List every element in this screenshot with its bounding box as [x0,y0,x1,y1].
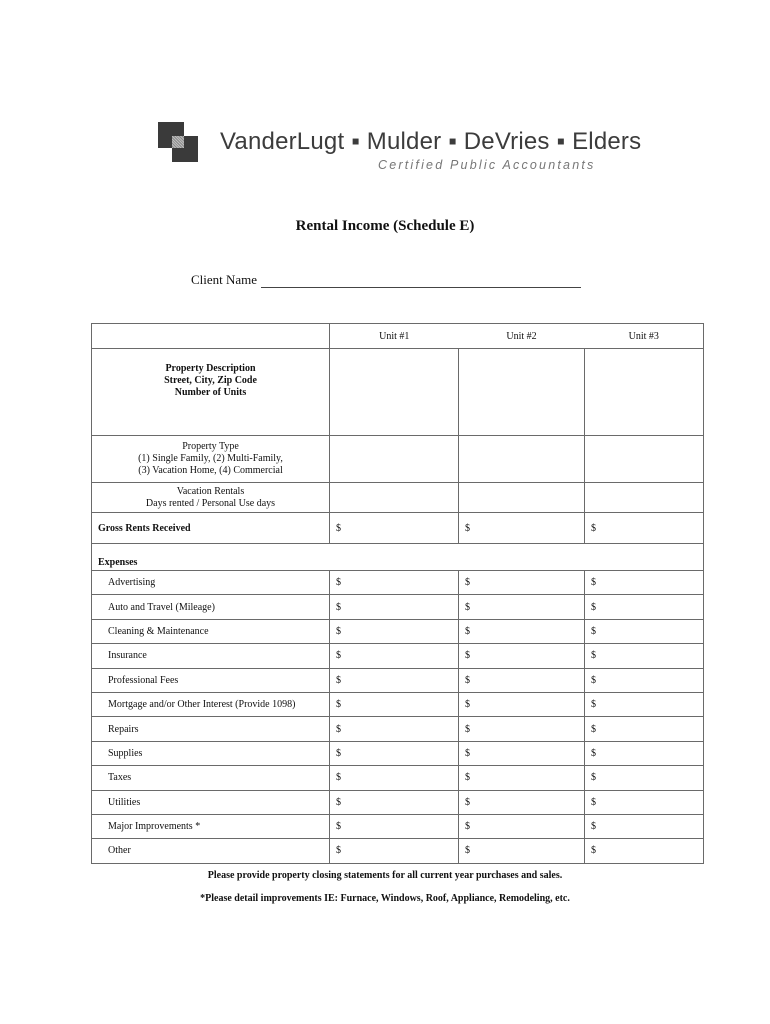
expense-row [92,717,704,741]
expense-label: Insurance [92,644,330,668]
expense-unit3-amount[interactable]: $ [585,595,704,619]
improvements-note: *Please detail improvements IE: Furnace, Windows, Roof, Appliance, Remodeling, etc. [200,893,570,904]
expense-unit1-amount[interactable]: $ [330,644,459,668]
expense-row [92,741,704,765]
expense-unit3-amount[interactable]: $ [585,692,704,716]
header-row [92,324,704,349]
property-description-row [92,349,704,436]
expense-row [92,766,704,790]
expense-row [92,814,704,838]
expense-unit2-amount[interactable]: $ [459,790,585,814]
property-type-row [92,436,704,483]
expense-unit2-amount[interactable]: $ [459,644,585,668]
property-type-unit3[interactable] [585,436,704,483]
expense-unit3-amount[interactable]: $ [585,839,704,863]
property-type-line-2: (1) Single Family, (2) Multi-Family, [138,453,283,464]
expense-unit2-amount[interactable]: $ [459,839,585,863]
firm-logo [158,122,642,182]
expenses-header-row [92,544,704,571]
expense-unit3-amount[interactable]: $ [585,717,704,741]
property-description-unit3[interactable] [585,349,704,436]
expense-label: Utilities [92,790,330,814]
expense-unit3-amount[interactable]: $ [585,814,704,838]
expense-unit2-amount[interactable]: $ [459,668,585,692]
expense-unit1-amount[interactable]: $ [330,668,459,692]
client-name-label: Client Name [191,272,258,287]
expense-row [92,619,704,643]
expense-unit1-amount[interactable]: $ [330,619,459,643]
expense-row [92,839,704,863]
property-description-line-3: Number of Units [174,387,247,398]
gross-rents-label: Gross Rents Received [92,513,330,544]
expense-label: Mortgage and/or Other Interest (Provide 1098) [92,692,330,716]
gross-rents-row [92,513,704,544]
expense-row [92,644,704,668]
property-description-line-1: Property Description [165,363,256,374]
expense-unit1-amount[interactable]: $ [330,839,459,863]
expense-label: Repairs [92,717,330,741]
expense-unit1-amount[interactable]: $ [330,790,459,814]
expense-unit1-amount[interactable]: $ [330,766,459,790]
expense-unit3-amount[interactable]: $ [585,766,704,790]
expense-unit1-amount[interactable]: $ [330,692,459,716]
expense-unit2-amount[interactable]: $ [459,571,585,595]
expense-unit3-amount[interactable]: $ [585,571,704,595]
expense-unit3-amount[interactable]: $ [585,619,704,643]
expense-unit2-amount[interactable]: $ [459,741,585,765]
property-type-line-3: (3) Vacation Home, (4) Commercial [138,465,283,476]
logo-mark-icon [158,122,206,170]
expense-row [92,571,704,595]
expense-unit3-amount[interactable]: $ [585,790,704,814]
expense-unit1-amount[interactable]: $ [330,717,459,741]
closing-statements-note: Please provide property closing statements for all current year purchases and sales. [207,870,563,881]
expense-label: Cleaning & Maintenance [92,619,330,643]
client-name-row [191,272,581,288]
form-title: Rental Income (Schedule E) [295,218,475,234]
property-type-label [92,436,330,483]
expense-unit2-amount[interactable]: $ [459,814,585,838]
property-description-unit1[interactable] [330,349,459,436]
firm-subtitle: Certified Public Accountants [378,158,596,172]
expense-row [92,790,704,814]
expense-label: Major Improvements * [92,814,330,838]
expense-unit2-amount[interactable]: $ [459,717,585,741]
expense-unit3-amount[interactable]: $ [585,741,704,765]
expense-unit1-amount[interactable]: $ [330,571,459,595]
expense-label: Taxes [92,766,330,790]
vacation-rentals-label [92,483,330,513]
property-description-line-2: Street, City, Zip Code [164,375,257,386]
expense-unit1-amount[interactable]: $ [330,741,459,765]
vacation-rentals-line-2: Days rented / Personal Use days [145,497,276,509]
expense-row [92,692,704,716]
header-blank-cell [92,324,330,349]
property-type-unit1[interactable] [330,436,459,483]
vacation-rentals-unit2[interactable] [459,483,585,513]
expense-unit2-amount[interactable]: $ [459,692,585,716]
expenses-label: Expenses [92,544,704,571]
expense-label: Auto and Travel (Mileage) [92,595,330,619]
expense-unit2-amount[interactable]: $ [459,595,585,619]
gross-rents-unit1[interactable]: $ [330,513,459,544]
expense-unit3-amount[interactable]: $ [585,668,704,692]
column-header-unit2: Unit #2 [459,324,585,349]
expense-unit1-amount[interactable]: $ [330,595,459,619]
property-type-line-1: Property Type [182,441,239,452]
expense-unit3-amount[interactable]: $ [585,644,704,668]
column-header-unit3: Unit #3 [585,324,704,349]
property-description-unit2[interactable] [459,349,585,436]
expense-row [92,595,704,619]
client-name-field[interactable] [261,273,581,288]
expense-label: Advertising [92,571,330,595]
expense-label: Professional Fees [92,668,330,692]
vacation-rentals-row [92,483,704,513]
vacation-rentals-line-1: Vacation Rentals [176,485,245,497]
expense-unit1-amount[interactable]: $ [330,814,459,838]
rental-income-table [91,323,704,864]
firm-name: VanderLugt ▪ Mulder ▪ DeVries ▪ Elders [220,128,642,155]
expense-label: Other [92,839,330,863]
expense-label: Supplies [92,741,330,765]
column-header-unit1: Unit #1 [330,324,459,349]
property-description-label [92,349,330,436]
expense-unit2-amount[interactable]: $ [459,619,585,643]
gross-rents-unit3[interactable]: $ [585,513,704,544]
gross-rents-unit2[interactable]: $ [459,513,585,544]
vacation-rentals-unit3[interactable] [585,483,704,513]
vacation-rentals-unit1[interactable] [330,483,459,513]
expense-row [92,668,704,692]
property-type-unit2[interactable] [459,436,585,483]
expense-unit2-amount[interactable]: $ [459,766,585,790]
